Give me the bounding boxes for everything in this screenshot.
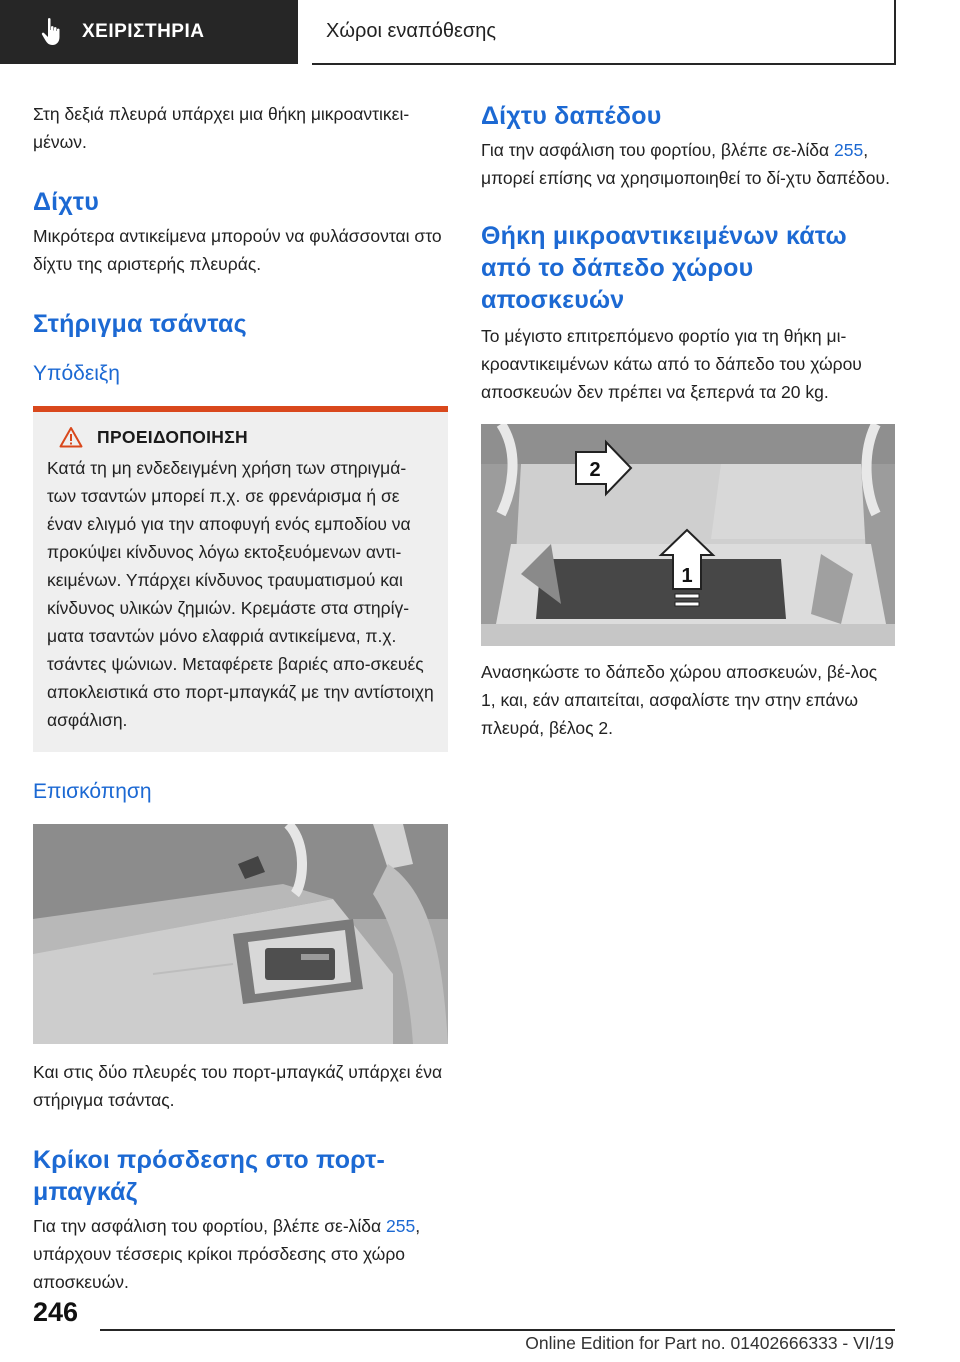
net-paragraph: Μικρότερα αντικείμενα μπορούν να φυλάσσονται στο δίχτυ της αριστερής πλευράς. (33, 226, 442, 274)
chapter-tab[interactable] (0, 0, 298, 64)
under-floor-caption: Ανασηκώστε το δάπεδο χώρου αποσκευών, βέ-λος 1, και, εάν απαιτείται, ασφαλίστε την στην επάνω πλευρά, βέλος 2. (481, 662, 878, 738)
warning-text: Κατά τη μη ενδεδειγμένη χρήση των στηριγμά-των τσαντών μπορεί π.χ. σε φρενάρισμα ή σε έναν ελιγμό για την αποφυγή ενός εμποδίου να προκύψει κίνδυνος λόγω εκτοξευόμενων αντι-κειμένων. Υπάρχει κίνδυνος τραυματισμού και κίνδυνος υλικών ζημιών. Κρεμάστε στα στηρίγ-ματα τσαντών μόνο ελαφριά αντικείμενα, π.χ. τσάντες ψώνιων. Μεταφέρετε βαριές απο-σκευές αποκλειστικά στο πορτ-μπαγκάζ με την αντίστοιχη ασφάλιση. (47, 458, 434, 730)
trunk-floor-illustration (481, 424, 895, 646)
section-title-box (312, 0, 896, 65)
hand-pointer-icon (40, 17, 64, 47)
overview-heading: Επισκόπηση (33, 780, 152, 803)
arrow-2-label: 2 (589, 459, 601, 481)
rings-page-link[interactable]: 255 (386, 1216, 416, 1236)
warning-label: ΠΡΟΕΙΔΟΠΟΙΗΣΗ (97, 426, 248, 447)
warning-box (33, 406, 448, 752)
trunk-side-illustration (33, 824, 448, 1044)
chapter-tab-label: ΧΕΙΡΙΣΤΗΡΙΑ (82, 21, 205, 42)
floor-net-heading: Δίχτυ δαπέδου (481, 102, 662, 130)
bag-hook-heading: Στήριγμα τσάντας (33, 310, 247, 338)
note-heading: Υπόδειξη (33, 362, 120, 385)
rings-text-post: , υπάρχουν τέσσερις κρίκοι πρόσδεσης στο χώρο αποσκευών. (33, 1216, 421, 1292)
rings-heading: Κρίκοι πρόσδεσης στο πορτ-μπαγκάζ (33, 1146, 386, 1206)
under-floor-heading: Θήκη μικροαντικειμένων κάτω από το δάπεδο χώρου αποσκευών (481, 222, 847, 314)
intro-paragraph: Στη δεξιά πλευρά υπάρχει μια θήκη μικροαντικει-μένων. (33, 104, 410, 152)
section-title: Χώροι εναπόθεσης (326, 20, 496, 42)
left-column (33, 100, 448, 1296)
rings-paragraph (33, 1212, 448, 1296)
page-number: 246 (33, 1297, 79, 1327)
floor-net-text-pre: Για την ασφάλιση του φορτίου, βλέπε σε-λίδα (481, 140, 835, 160)
page-header (0, 0, 960, 66)
floor-net-paragraph (481, 136, 895, 192)
edition-text: Online Edition for Part no. 01402666333 - VI/19 (525, 1333, 894, 1353)
arrow-1-label: 1 (681, 565, 693, 587)
floor-net-text-post: , μπορεί επίσης να χρησιμοποιηθεί το δί-χτυ δαπέδου. (481, 140, 890, 188)
footer-rule (100, 1329, 895, 1331)
warning-header (59, 426, 434, 448)
net-heading: Δίχτυ (33, 188, 100, 216)
right-column (481, 100, 895, 742)
rings-text-pre: Για την ασφάλιση του φορτίου, βλέπε σε-λίδα (33, 1216, 387, 1236)
floor-net-page-link[interactable]: 255 (834, 140, 864, 160)
overview-caption: Και στις δύο πλευρές του πορτ-μπαγκάζ υπάρχει ένα στήριγμα τσάντας. (33, 1062, 443, 1110)
under-floor-paragraph: Το μέγιστο επιτρεπόμενο φορτίο για τη θήκη μι-κροαντικειμένων κάτω από το δάπεδο του χώρου αποσκευών δεν πρέπει να ξεπερνά τα 20 kg. (481, 326, 862, 402)
warning-triangle-icon (59, 426, 83, 448)
